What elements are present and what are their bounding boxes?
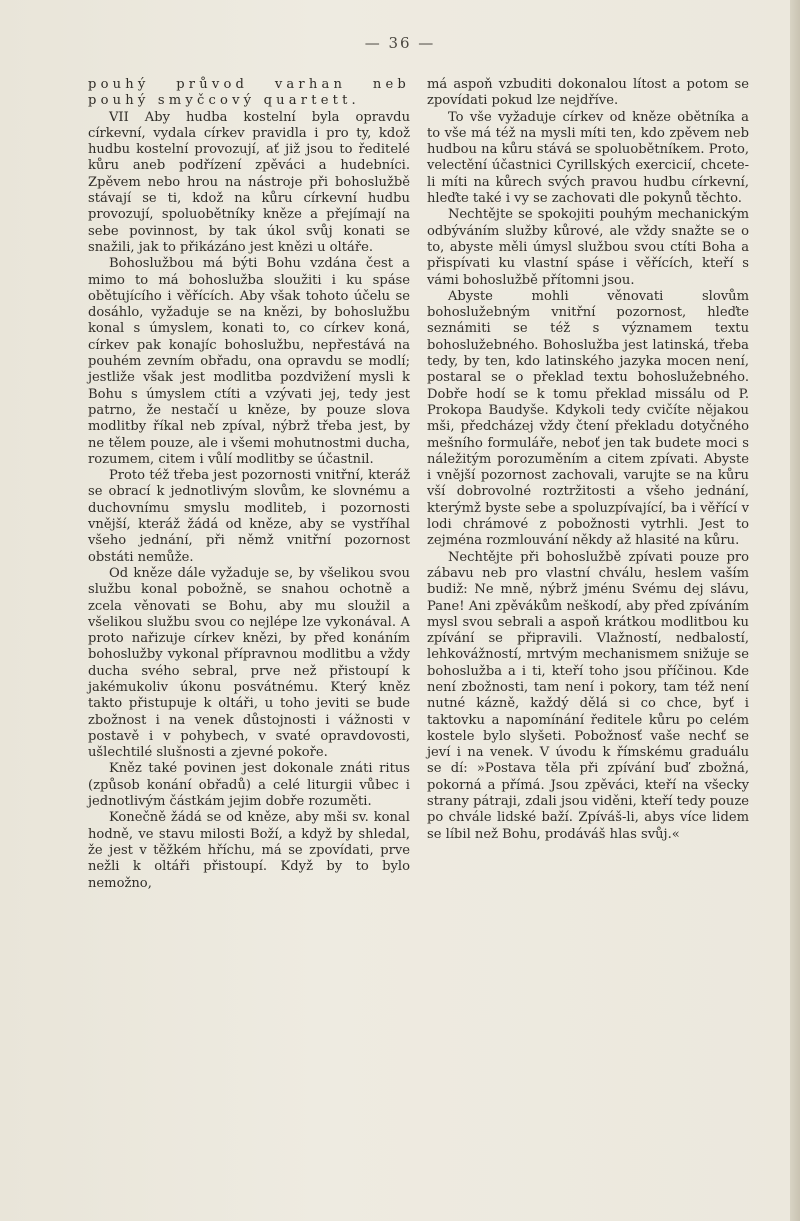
right-column [427,77,749,843]
paragraph: Od kněze dále vyžaduje se, by všelikou svou službu konal pobožně, se snahou ochotně a zcela věnovati se Bohu, aby mu sloužil a všelikou službu svou co nejlépe lze vykonával. A proto nařizuje církev knězi, by před konáním bohoslužby vykonal přípravnou modlitbu a vždy ducha svého sebral, prve než přistoupí k jakémukoliv úkonu posvátnému. Který kněz takto přistupuje k oltáři, u toho jeviti se bude zbožnost i na venek důstojnosti i vážnosti v postavě i v pohybech, v svaté opravdovosti, ušlechtilé slušnosti a zjevné pokoře. [88,565,410,761]
paragraph: Bohoslužbou má býti Bohu vzdána čest a mimo to má bohoslužba sloužiti i ku spáse obětujícího i věřících. Aby však tohoto účelu se dosáhlo, vyžaduje se na knězi, by bohoslužbu konal s úmyslem, konati to, co církev koná, církev pak konajíc bohoslužbu, nepřestává na pouhém zevním obřadu, ona opravdu se modlí; jestliže však jest modlitba pozdvižení mysli k Bohu s úmyslem ctíti a vzývati jej, tedy jest patrno, že nestačí u kněze, by pouze slova modlitby říkal neb zpíval, nýbrž třeba jest, by ne tělem pouze, ale i všemi mohutnostmi ducha, rozumem, citem i vůlí modlitby se účastnil. [88,256,410,467]
paragraph: Konečně žádá se od kněze, aby mši sv. konal hodně, ve stavu milosti Boží, a když by shledal, že jest v těžkém hříchu, má se zpovídati, prve nežli k oltáři přistoupí. Když by to bylo nemožno, [88,810,410,891]
paragraph: má aspoň vzbuditi dokonalou lítost a potom se zpovídati pokud lze nejdříve. [427,77,749,109]
paragraph: Kněz také povinen jest dokonale znáti ritus (způsob konání obřadů) a celé liturgii vůbec i jednotlivým částkám jejim dobře rozuměti. [88,761,410,810]
paragraph: Nechtějte při bohoslužbě zpívati pouze pro zábavu neb pro vlastní chválu, heslem vaším budiž: Ne mně, nýbrž jménu Svému dej slávu, Pane! Ani zpěvákům neškodí, aby před zpíváním mysl svou sebrali a aspoň krátkou modlitbou ku zpívání se připravili. Vlažností, nedbalostí, lehkovážností, mrtvým mechanismem snižuje se bohoslužba a i ti, kteří toho jsou příčinou. Kde není zbožnosti, tam není i pokory, tam též není nutné kázně, každý dělá si co chce, byť i taktovku a napomínání ředitele kůru po celém kostele bylo slyšeti. Pobožnosť vaše nechť se jeví i na venek. V úvodu k římskému graduálu se dí: »Postava těla při zpívání buď zbožná, pokorná a přímá. Jsou zpěváci, kteří na všecky strany pátraji, zdali jsou viděni, kteří tedy pouze po chvále lidské baží. Zpíváš-li, abys více lidem se líbil než Bohu, prodáváš hlas svůj.« [427,549,749,842]
paragraph: Proto též třeba jest pozornosti vnitřní, kteráž se obrací k jednotlivým slovům, ke slovnému a duchovnímu smyslu modliteb, i pozornosti vnější, kteráž žádá od kněze, aby se vystříhal všeho jednání, při němž vnitřní pozornost obstáti nemůže. [88,468,410,565]
paragraph: VII Aby hudba kostelní byla opravdu církevní, vydala církev pravidla i pro ty, kdož hudbu kostelní provozují, ať již jsou to ředitelé kůru aneb podřízení zpěváci a hudebníci. Zpěvem nebo hrou na nástroje při bohoslužbě stávají se ti, kdož na kůru církevní hudbu provozují, spoluobětníky kněze a přejímají na sebe povinnost, by tak úkol svůj konati se snažili, jak to přikázáno jest knězi u oltáře. [88,109,410,255]
page-number: — 36 — [364,34,436,52]
paragraph: To vše vyžaduje církev od kněze obětníka a to vše má též na mysli míti ten, kdo zpěvem neb hudbou na kůru stává se spoluobětníkem. Proto, velectění účastnici Cyrillských exercicií, chcete-li míti na kůrech svých pravou hudbu církevní, hleďte také i vy se zachovati dle pokynů těchto. [427,109,749,207]
paragraph: Nechtějte se spokojiti pouhým mechanickým odbýváním služby kůrové, ale vždy snažte se o to, abyste měli úmysl službou svou ctíti Boha a přispívati ku vlastní spáse i věřících, kteří s vámi bohoslužbě přítomni jsou. [427,207,749,288]
page-edge [790,0,800,1221]
paragraph: Abyste mohli věnovati slovům bohoslužebným vnitřní pozornost, hleďte seznámiti se též s významem textu bohoslužebného. Bohoslužba jest latinská, třeba tedy, by ten, kdo latinského jazyka mocen není, postaral se o překlad textu bohoslužebného. Dobře hodí se k tomu překlad missálu od P. Prokopa Baudyše. Kdykoli tedy cvičíte nějakou mši, předcházej vždy čtení překladu dotyčného mešního formuláře, neboť jen tak budete moci s náležitým porozuměním a citem zpívati. Abyste i vnější pozornost zachovali, varujte se na kůru vší dobrovolné roztržitosti a všeho jednání, kterýmž byste sebe a spoluzpívající, ba i věřící v lodi chrámové z pobožnosti vytrhli. Jest to zejména rozmlouvání někdy až hlasité na kůru. [427,288,749,549]
left-column [88,77,410,892]
paragraph: pouhý průvod varhan neb pouhý smyčcový quartett. [88,77,410,109]
